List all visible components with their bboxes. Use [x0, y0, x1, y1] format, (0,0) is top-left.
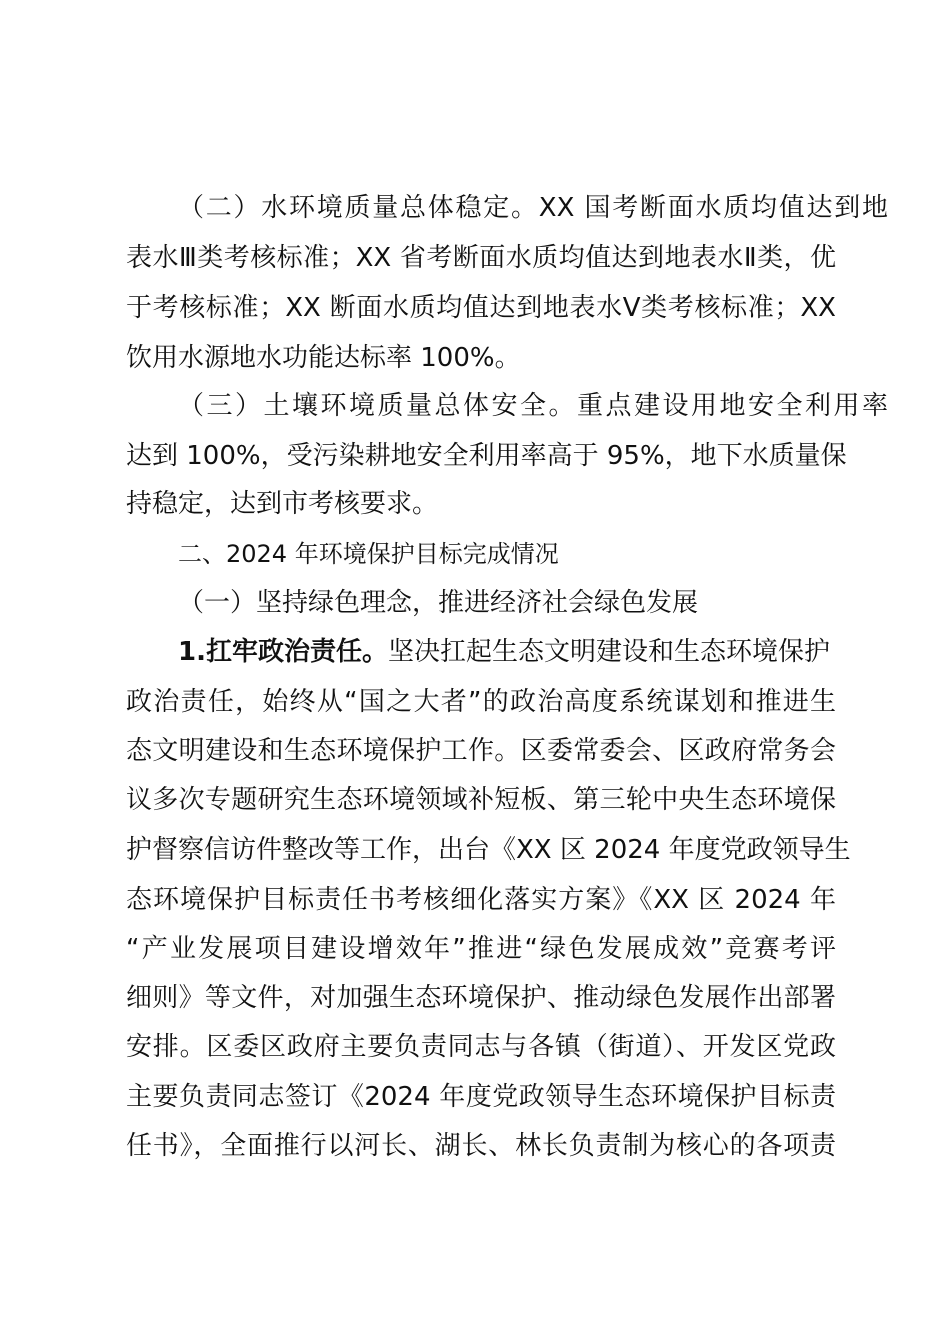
paragraph-responsibility-line-7: “产业发展项目建设增效年”推进“绿色发展成效”竞赛考评: [126, 934, 836, 964]
paragraph-responsibility-line-5: 护督察信访件整改等工作，出台《XX 区 2024 年度党政领导生: [126, 835, 851, 865]
paragraph-responsibility-line-2: 政治责任，始终从“国之大者”的政治高度系统谋划和推进生: [126, 687, 836, 717]
paragraph-water-quality-line-3: 于考核标准；XX 断面水质均值达到地表水Ⅴ类考核标准；XX: [126, 293, 836, 323]
paragraph-responsibility-lead: 1.扛牢政治责任。: [178, 637, 388, 667]
paragraph-soil-quality-line-3: 持稳定，达到市考核要求。: [126, 489, 439, 519]
paragraph-responsibility-line-1: [178, 632, 836, 672]
paragraph-responsibility-line-3: 态文明建设和生态环境保护工作。区委常委会、区政府常务会: [126, 736, 836, 766]
paragraph-water-quality-line-1: （二）水环境质量总体稳定。XX 国考断面水质均值达到地: [178, 193, 888, 223]
paragraph-responsibility-line-1-text: 坚决扛起生态文明建设和生态环境保护: [387, 637, 830, 667]
subsection-heading: （一）坚持绿色理念，推进经济社会绿色发展: [178, 588, 699, 618]
paragraph-soil-quality-line-2: 达到 100%，受污染耕地安全利用率高于 95%，地下水质量保: [126, 441, 847, 471]
paragraph-responsibility-line-8: 细则》等文件，对加强生态环境保护、推动绿色发展作出部署: [126, 983, 836, 1013]
paragraph-responsibility-line-11: 任书》，全面推行以河长、湖长、林长负责制为核心的各项责: [126, 1131, 836, 1161]
paragraph-responsibility-line-10: 主要负责同志签订《2024 年度党政领导生态环境保护目标责: [126, 1082, 836, 1112]
paragraph-water-quality-line-4: 饮用水源地水功能达标率 100%。: [126, 343, 521, 373]
paragraph-responsibility-line-9: 安排。区委区政府主要负责同志与各镇（街道）、开发区党政: [126, 1032, 836, 1062]
section-heading: 二、2024 年环境保护目标完成情况: [178, 540, 559, 568]
paragraph-responsibility-line-4: 议多次专题研究生态环境领域补短板、第三轮中央生态环境保: [126, 785, 836, 815]
paragraph-water-quality-line-2: 表水Ⅲ类考核标准；XX 省考断面水质均值达到地表水Ⅱ类，优: [126, 243, 836, 273]
paragraph-responsibility-line-6: 态环境保护目标责任书考核细化落实方案》《XX 区 2024 年: [126, 885, 836, 915]
paragraph-soil-quality-line-1: （三）土壤环境质量总体安全。重点建设用地安全利用率: [178, 391, 888, 421]
